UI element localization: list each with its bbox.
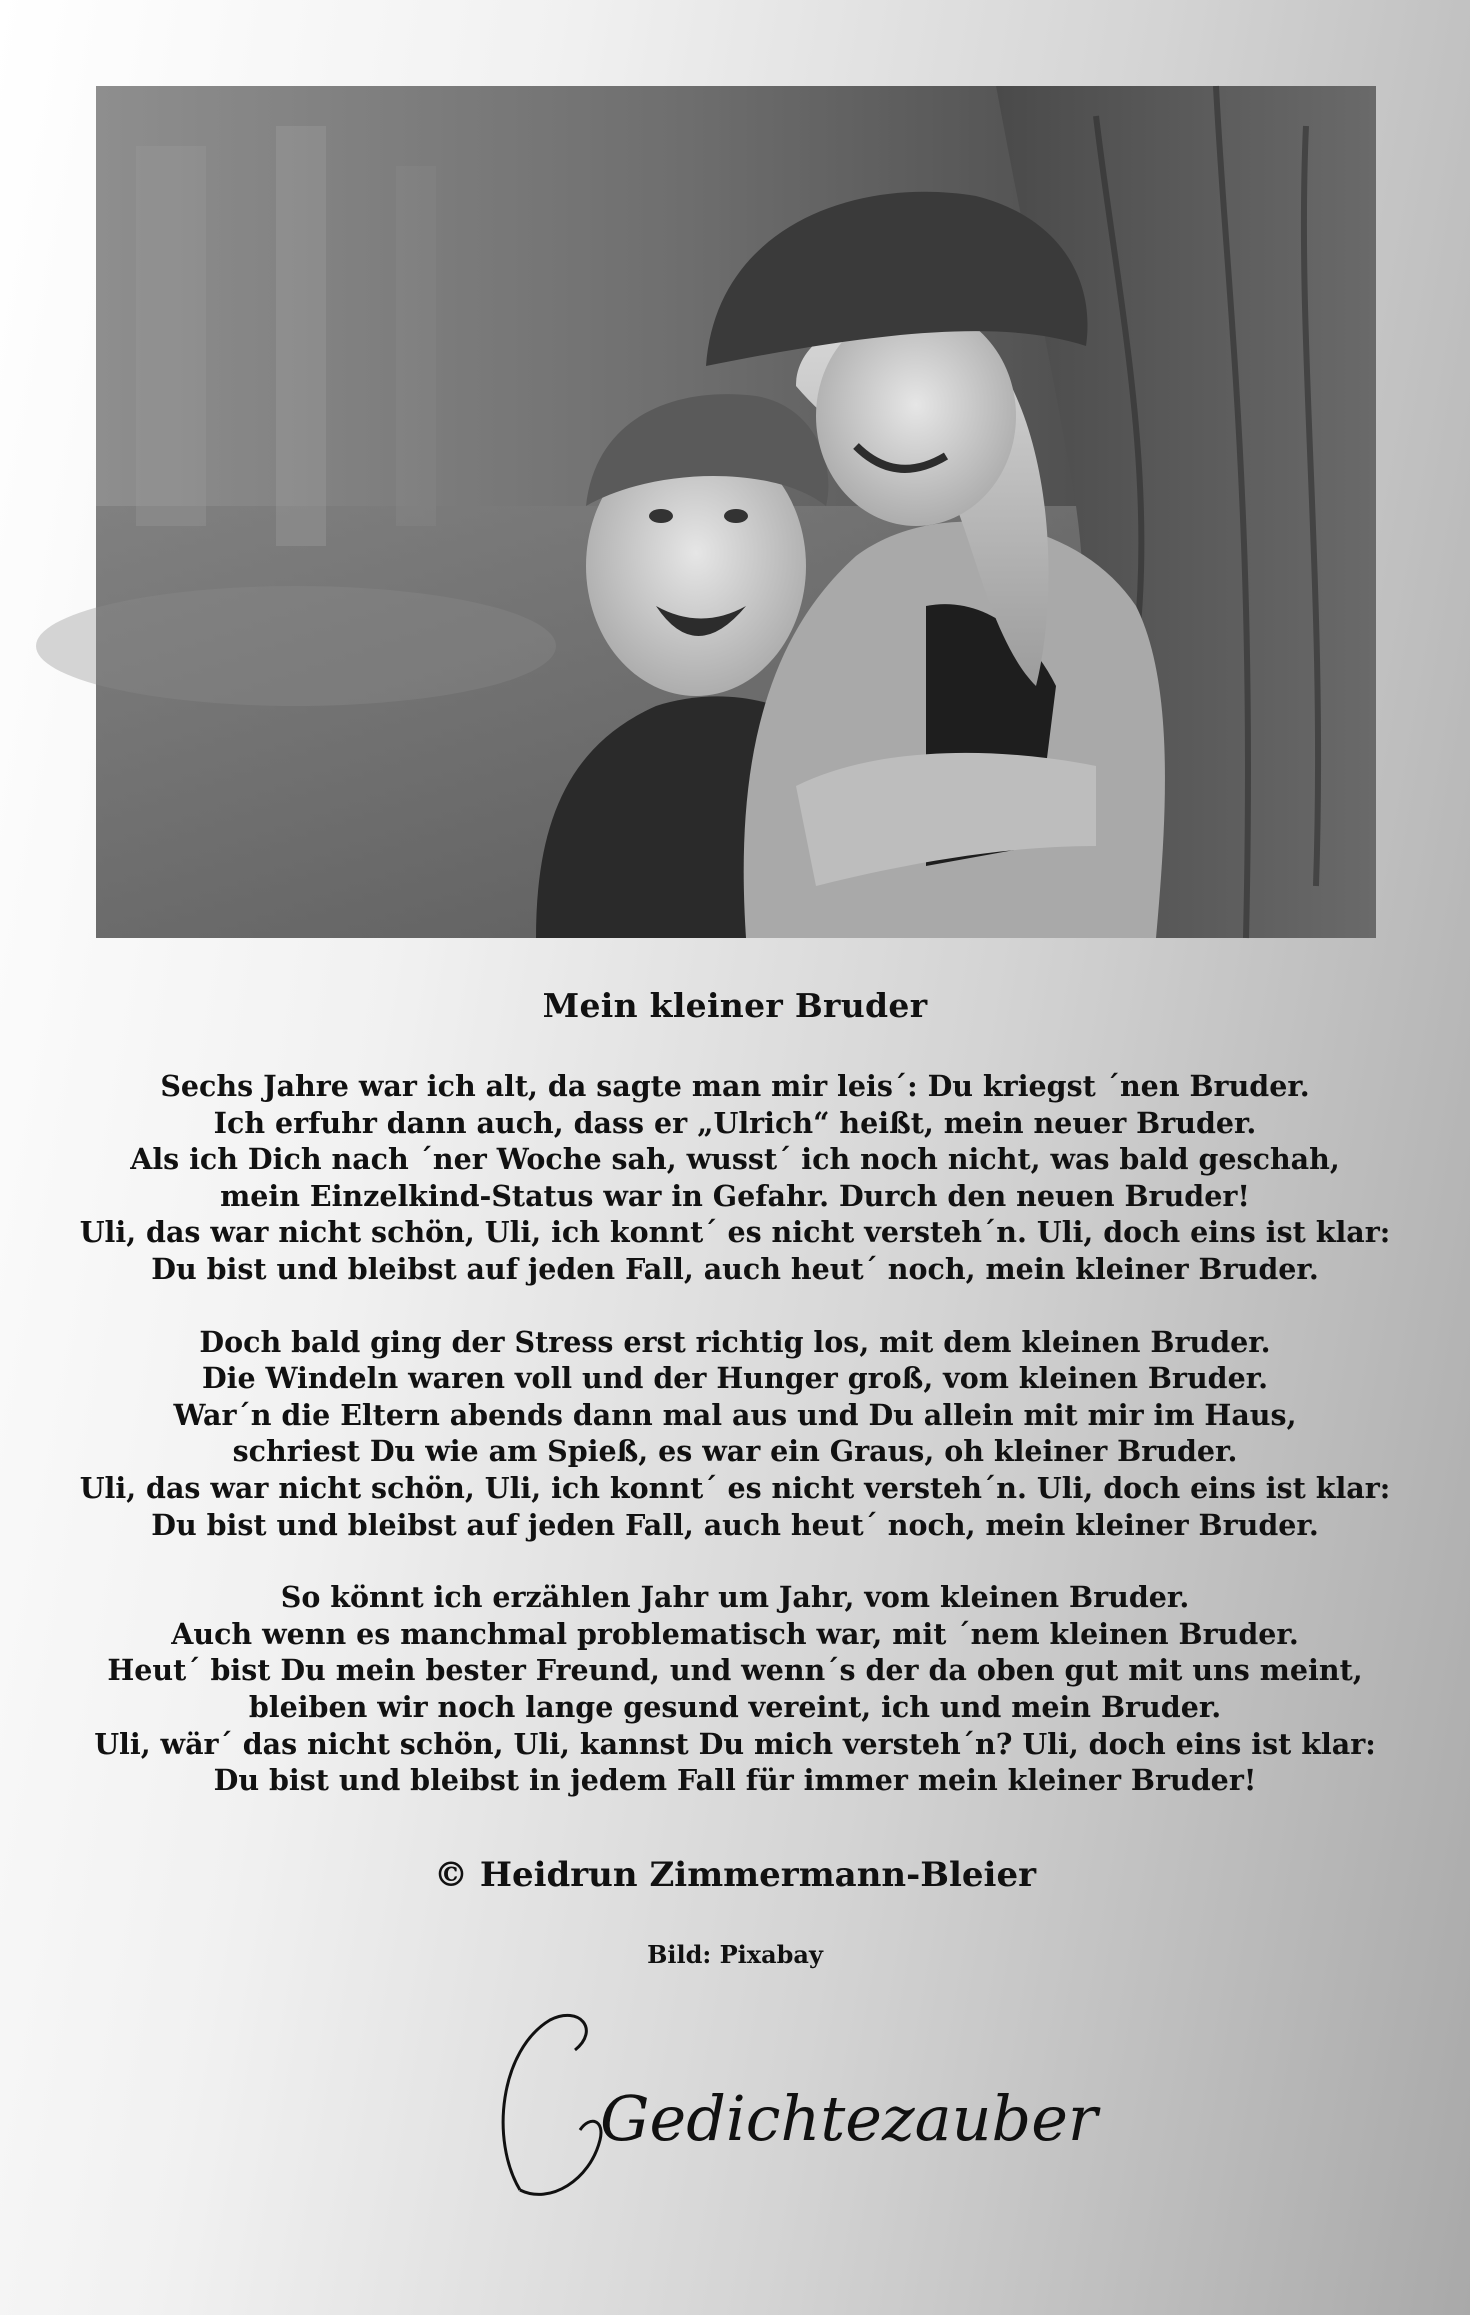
poem-line: Du bist und bleibst auf jeden Fall, auch heut´ noch, mein kleiner Bruder. (151, 1251, 1319, 1286)
children-photo-illustration (96, 86, 1376, 938)
signature-logo (480, 1990, 1098, 2220)
poem-line: Die Windeln waren voll und der Hunger groß, vom kleinen Bruder. (201, 1361, 1269, 1396)
poem-line: Uli, wär´ das nicht schön, Uli, kannst Du mich versteh´n? Uli, doch eins ist klar: (94, 1726, 1376, 1761)
poem-line: Uli, das war nicht schön, Uli, ich konnt´ es nicht versteh´n. Uli, doch eins ist klar: (79, 1470, 1391, 1505)
stanza-1 (0, 1068, 1470, 1288)
poem-line: Du bist und bleibst in jedem Fall für immer mein kleiner Bruder! (213, 1763, 1257, 1798)
poem-line: Auch wenn es manchmal problematisch war, mit ´nem kleinen Bruder. (171, 1616, 1299, 1651)
poem-line: War´n die Eltern abends dann mal aus und Du allein mit mir im Haus, (173, 1397, 1297, 1432)
poem-line: Als ich Dich nach ´ner Woche sah, wusst´ ich noch nicht, was bald geschah, (130, 1142, 1340, 1177)
stanza-2 (0, 1324, 1470, 1544)
poem-line: So könnt ich erzählen Jahr um Jahr, vom kleinen Bruder. (280, 1580, 1190, 1615)
copyright-notice: © Heidrun Zimmermann-Bleier (433, 1855, 1036, 1895)
poem-line: Uli, das war nicht schön, Uli, ich konnt´ es nicht versteh´n. Uli, doch eins ist klar: (79, 1215, 1391, 1250)
poem-title: Mein kleiner Bruder (542, 986, 928, 1025)
poem-line: Heut´ bist Du mein bester Freund, und wenn´s der da oben gut mit uns meint, (107, 1653, 1363, 1688)
poem-line: mein Einzelkind-Status war in Gefahr. Durch den neuen Bruder! (220, 1178, 1250, 1213)
signature-text: Gedichtezauber (600, 2082, 1098, 2155)
poem-line: Du bist und bleibst auf jeden Fall, auch heut´ noch, mein kleiner Bruder. (151, 1507, 1319, 1542)
image-credit: Bild: Pixabay (647, 1940, 823, 1969)
poem-body (0, 1068, 1470, 1835)
poem-line: bleiben wir noch lange gesund vereint, ich und mein Bruder. (248, 1689, 1222, 1724)
header-photo (96, 86, 1376, 938)
poem-line: Doch bald ging der Stress erst richtig los, mit dem kleinen Bruder. (199, 1324, 1271, 1359)
poem-line: Sechs Jahre war ich alt, da sagte man mir leis´: Du kriegst ´nen Bruder. (160, 1069, 1310, 1103)
poem-line: Ich erfuhr dann auch, dass er „Ulrich“ heißt, mein neuer Bruder. (213, 1105, 1257, 1140)
stanza-3 (0, 1579, 1470, 1799)
poem-line: schriest Du wie am Spieß, es war ein Graus, oh kleiner Bruder. (232, 1434, 1238, 1469)
